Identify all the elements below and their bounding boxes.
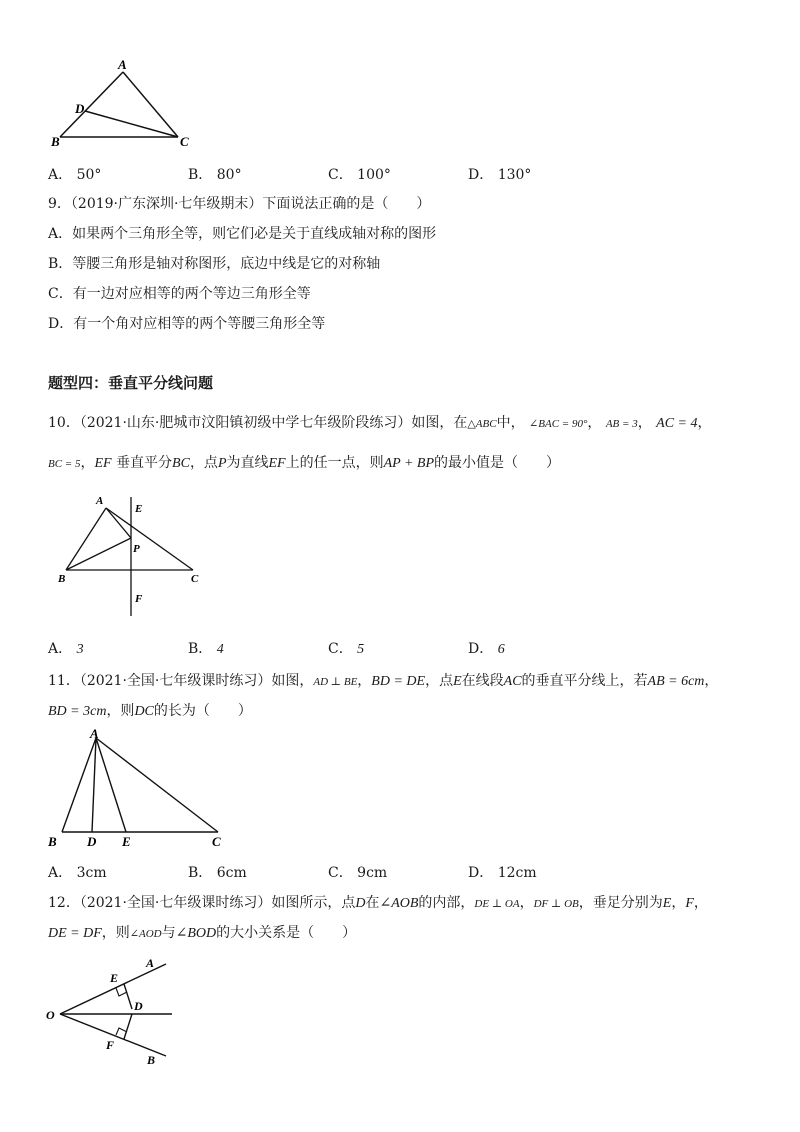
label-E: E — [135, 503, 143, 515]
q8-option-a[interactable]: A． 50° — [48, 167, 102, 183]
q10-figure — [48, 492, 218, 624]
label-P: P — [133, 543, 140, 555]
label-B: B — [147, 1053, 156, 1067]
label-D: D — [75, 101, 85, 116]
label-D: D — [87, 834, 97, 848]
label-C: C — [191, 573, 199, 585]
q11-option-b[interactable]: B． 6cm — [188, 865, 247, 881]
label-F: F — [106, 1038, 115, 1052]
label-A: A — [96, 495, 104, 507]
label-E: E — [110, 971, 119, 985]
section-heading: 题型四：垂直平分线问题 — [48, 374, 214, 392]
q10-option-b[interactable]: B． 4 — [188, 641, 224, 657]
q12-stem-line1: 12．（2021·全国·七年级课时练习）如图所示，点D在∠AOB的内部，DE ⊥ OA，DF ⊥ OB，垂足分别为E，F， — [48, 895, 708, 911]
q11-stem-line1: 11．（2021·全国·七年级课时练习）如图，AD ⊥ BE，BD = DE，点E在线段AC的垂直平分线上，若AB = 6cm， — [48, 673, 719, 689]
q8-option-d[interactable]: D． 130° — [468, 167, 532, 183]
label-D: D — [134, 999, 143, 1013]
q11-option-d[interactable]: D． 12cm — [468, 865, 537, 881]
label-A: A — [146, 956, 155, 970]
q11-option-a[interactable]: A． 3cm — [48, 865, 107, 881]
label-E: E — [122, 834, 131, 848]
label-O: O — [46, 1008, 55, 1022]
label-B: B — [48, 834, 57, 848]
q10-option-a[interactable]: A． 3 — [48, 641, 84, 657]
label-F: F — [135, 593, 143, 605]
q9-option-a[interactable]: A．如果两个三角形全等，则它们必是关于直线成轴对称的图形 — [48, 226, 437, 242]
q11-option-c[interactable]: C． 9cm — [328, 865, 388, 881]
label-C: C — [212, 834, 221, 848]
q10-option-d[interactable]: D． 6 — [468, 641, 505, 657]
q8-option-c[interactable]: C． 100° — [328, 167, 391, 183]
q10-option-c[interactable]: C． 5 — [328, 641, 365, 657]
q9-option-c[interactable]: C．有一边对应相等的两个等边三角形全等 — [48, 286, 311, 302]
q8-figure — [48, 58, 208, 150]
label-C: C — [180, 134, 189, 149]
q9-option-d[interactable]: D．有一个角对应相等的两个等腰三角形全等 — [48, 316, 326, 332]
q8-option-b[interactable]: B． 80° — [188, 167, 242, 183]
q12-figure — [44, 952, 184, 1077]
q9-stem: 9．（2019·广东深圳·七年级期末）下面说法正确的是（ ） — [48, 196, 431, 212]
q9-option-b[interactable]: B．等腰三角形是轴对称图形，底边中线是它的对称轴 — [48, 256, 381, 272]
label-A: A — [118, 58, 127, 72]
q11-stem-line2: BD = 3cm，则DC的长为（ ） — [48, 703, 252, 719]
q11-figure — [48, 728, 238, 848]
q10-stem-line2: BC = 5，EF 垂直平分BC，点P为直线EF上的任一点，则AP + BP的最小值是（ ） — [48, 455, 561, 471]
label-B: B — [51, 134, 60, 149]
q12-stem-line2: DE = DF，则∠AOD与∠BOD的大小关系是（ ） — [48, 925, 357, 941]
label-A: A — [90, 728, 99, 741]
label-B: B — [58, 573, 66, 585]
q10-stem-line1: 10．（2021·山东·肥城市汶阳镇初级中学七年级阶段练习）如图，在△ABC中， ∠BAC = 90°， AB = 3， AC = 4， — [48, 415, 712, 431]
